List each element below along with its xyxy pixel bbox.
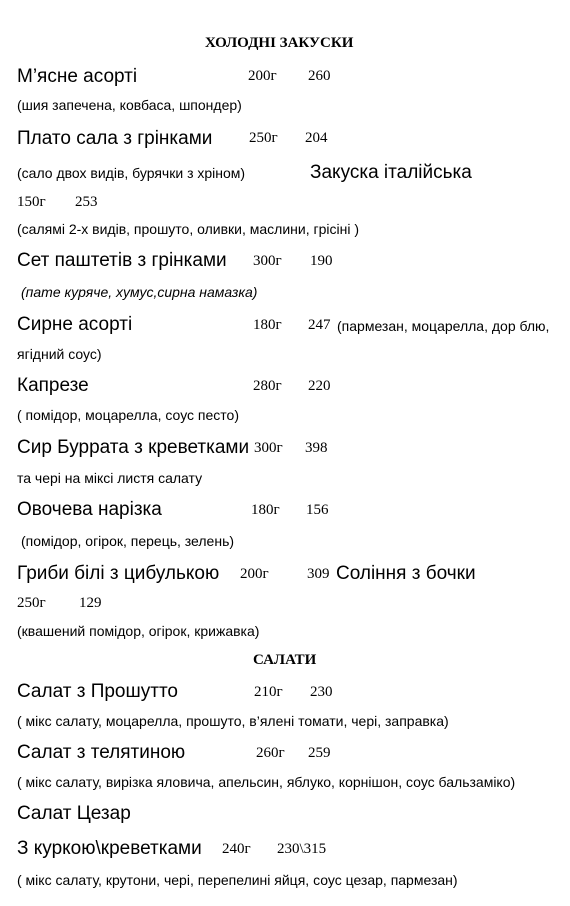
item-description: ( мікс салату, вирізка яловича, апельсин, яблуко, корнішон, соус бальзаміко)	[17, 774, 516, 790]
item-description: ( мікс салату, моцарелла, прошуто, в’ялені томати, чері, заправка)	[17, 713, 449, 729]
item-description: (шия запечена, ковбаса, шпондер)	[17, 97, 242, 113]
item-name: Соління з бочки	[336, 563, 476, 584]
item-description: (сало двох видів, бурячки з хріном)	[17, 165, 246, 181]
item-price: 220	[308, 378, 331, 394]
item-weight: 180г	[251, 502, 280, 518]
item-subname: З куркою\креветками	[17, 838, 202, 859]
item-description: ягідний соус)	[17, 346, 102, 362]
section-title-salads: САЛАТИ	[253, 652, 317, 668]
item-price: 398	[305, 440, 328, 456]
item-weight: 150г	[17, 194, 46, 210]
item-weight: 260г	[256, 745, 285, 761]
item-weight: 210г	[254, 684, 283, 700]
item-description: (помідор, огірок, перець, зелень)	[21, 533, 235, 549]
item-weight: 250г	[17, 595, 46, 611]
item-weight: 240г	[222, 841, 251, 857]
item-price: 156	[306, 502, 329, 518]
item-name: Салат Цезар	[17, 803, 131, 824]
item-price: 204	[305, 130, 328, 146]
item-name: Салат з телятиною	[17, 742, 186, 763]
item-weight: 200г	[240, 566, 269, 582]
item-weight: 180г	[253, 317, 282, 333]
item-name: М’ясне асорті	[17, 66, 138, 87]
item-name: Салат з Прошутто	[17, 681, 178, 702]
item-price: 309	[307, 566, 330, 582]
item-name: Закуска італійська	[310, 162, 472, 183]
item-price: 129	[79, 595, 102, 611]
item-price: 247	[308, 317, 331, 333]
item-description: ( мікс салату, крутони, чері, перепелині яйця, соус цезар, пармезан)	[17, 872, 458, 888]
item-description-inline: (пармезан, моцарелла, дор блю,	[337, 318, 550, 334]
item-weight: 200г	[248, 68, 277, 84]
item-name: Сет паштетів з грінками	[17, 250, 227, 271]
item-price: 259	[308, 745, 331, 761]
item-name: Плато сала з грінками	[17, 128, 213, 149]
item-description: (пате куряче, хумус,сирна намазка)	[21, 284, 258, 300]
item-weight: 280г	[253, 378, 282, 394]
item-description: ( помідор, моцарелла, соус песто)	[17, 407, 239, 423]
item-price: 190	[310, 253, 333, 269]
item-weight: 300г	[254, 440, 283, 456]
item-name: Гриби білі з цибулькою	[17, 563, 220, 584]
item-description: та чері на міксі листя салату	[17, 470, 203, 486]
item-weight: 250г	[249, 130, 278, 146]
item-description: (квашений помідор, огірок, крижавка)	[17, 623, 260, 639]
item-price: 230\315	[277, 841, 327, 857]
item-name: Сирне асорті	[17, 314, 133, 335]
item-price: 260	[308, 68, 331, 84]
item-name: Капрезе	[17, 375, 89, 396]
section-title-cold: ХОЛОДНІ ЗАКУСКИ	[205, 35, 354, 51]
item-name: Овочева нарізка	[17, 499, 162, 520]
item-description: (салямі 2-х видів, прошуто, оливки, маслини, грісіні )	[17, 221, 359, 237]
item-name: Сир Буррата з креветками	[17, 437, 250, 458]
item-price: 253	[75, 194, 98, 210]
item-weight: 300г	[253, 253, 282, 269]
item-price: 230	[310, 684, 333, 700]
